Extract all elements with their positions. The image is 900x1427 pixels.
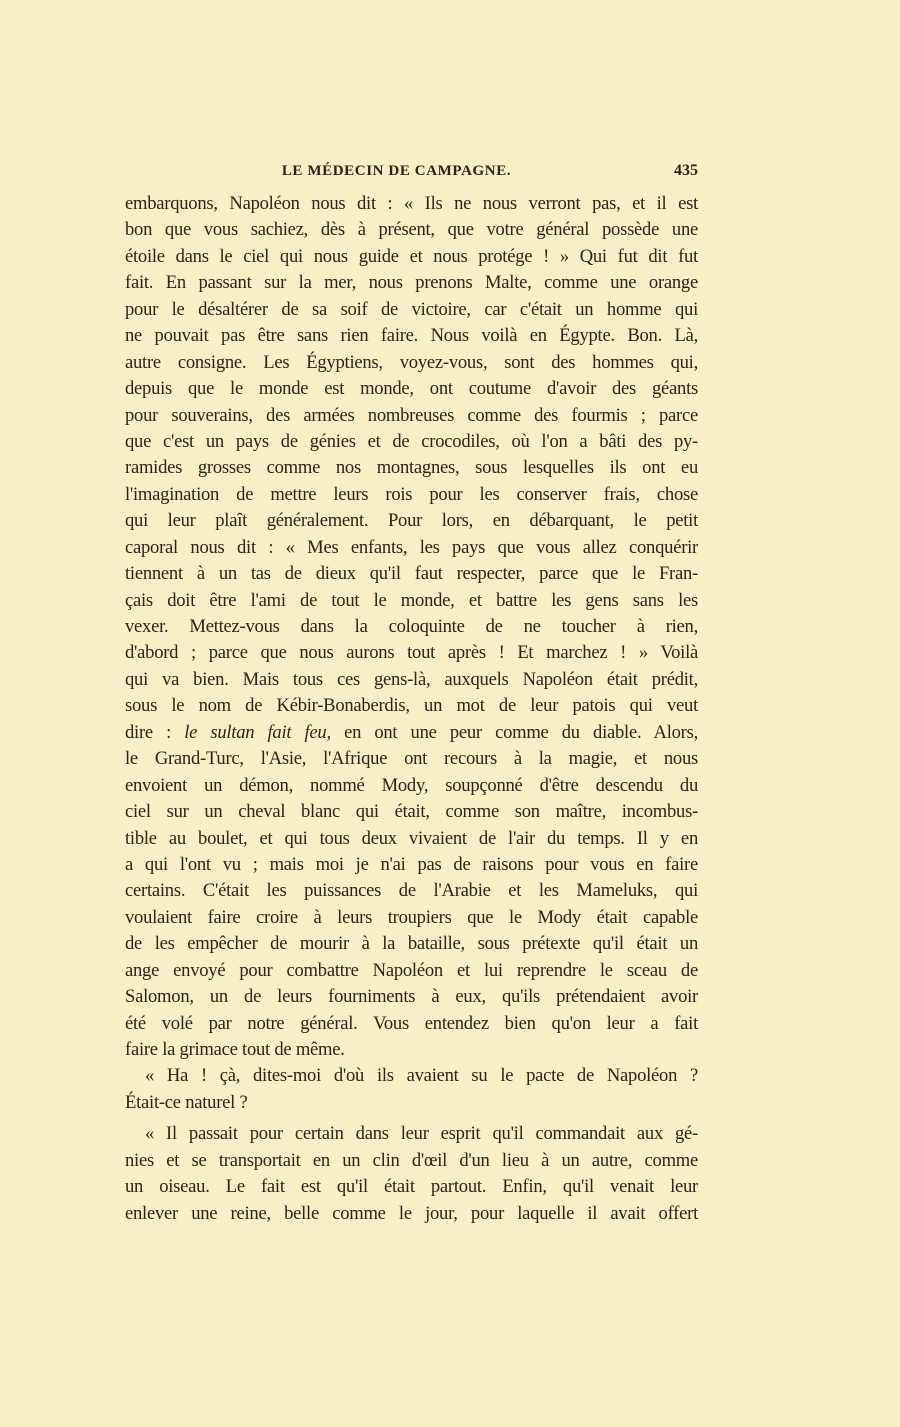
text-line: le Grand-Turc, l'Asie, l'Afrique ont recours à la magie, et nous (125, 748, 698, 770)
text-line: a qui l'ont vu ; mais moi je n'ai pas de raisons pour vous en faire (125, 853, 698, 875)
text-line: envoient un démon, nommé Mody, soupçonné d'être descendu du (125, 774, 698, 796)
body-text (125, 191, 698, 1227)
running-title: LE MÉDECIN DE CAMPAGNE. (281, 163, 512, 179)
text-line: tiennent à un tas de dieux qu'il faut respecter, parce que le Fran- (125, 563, 698, 585)
text-line: d'abord ; parce que nous aurons tout après ! Et marchez ! » Voilà (125, 642, 698, 664)
page-number: 435 (674, 162, 698, 179)
text-line: été volé par notre général. Vous entendez bien qu'on leur a fait (125, 1012, 698, 1034)
text-segment: dire : (125, 721, 185, 743)
text-line: autre consigne. Les Égyptiens, voyez-vous, sont des hommes qui, (125, 351, 698, 373)
text-line: un oiseau. Le fait est qu'il était partout. Enfin, qu'il venait leur (125, 1176, 698, 1198)
text-line: « Ha ! çà, dites-moi d'où ils avaient su le pacte de Napoléon ? (145, 1065, 698, 1087)
text-line: caporal nous dit : « Mes enfants, les pays que vous allez conquérir (125, 536, 698, 558)
text-line: Était-ce naturel ? (125, 1091, 248, 1113)
text-line: certains. C'était les puissances de l'Arabie et les Mameluks, qui (125, 880, 698, 902)
text-line: pour souverains, des armées nombreuses comme des fourmis ; parce (125, 404, 698, 426)
text-line: enlever une reine, belle comme le jour, pour laquelle il avait offert (125, 1202, 698, 1224)
text-line: ciel sur un cheval blanc qui était, comme son maître, incombus- (125, 801, 698, 823)
text-line: çais doit être l'ami de tout le monde, et battre les gens sans les (125, 589, 698, 611)
text-line: qui leur plaît généralement. Pour lors, en débarquant, le petit (125, 510, 698, 532)
text-line: ramides grosses comme nos montagnes, sous lesquelles ils ont eu (125, 457, 698, 479)
text-line: embarquons, Napoléon nous dit : « Ils ne nous verront pas, et il est (125, 193, 698, 214)
text-line: que c'est un pays de génies et de crocodiles, où l'on a bâti des py- (125, 430, 698, 452)
text-line: étoile dans le ciel qui nous guide et nous protége ! » Qui fut dit fut (125, 245, 698, 267)
italic-phrase: le sultan fait feu, (184, 721, 331, 743)
running-header (125, 160, 698, 184)
text-line: ne pouvait pas être sans rien faire. Nous voilà en Égypte. Bon. Là, (125, 325, 698, 347)
text-line: pour le désaltérer de sa soif de victoire, car c'était un homme qui (125, 298, 698, 320)
text-line: l'imagination de mettre leurs rois pour les conserver frais, chose (125, 483, 698, 505)
text-line: vexer. Mettez-vous dans la coloquinte de ne toucher à rien, (125, 616, 698, 637)
text-line: nies et se transportait en un clin d'œil d'un lieu à un autre, comme (125, 1149, 698, 1171)
text-line (125, 720, 698, 746)
text-line: « Il passait pour certain dans leur esprit qu'il commandait aux gé- (145, 1123, 698, 1145)
text-line: faire la grimace tout de même. (125, 1039, 345, 1060)
text-line: tible au boulet, et qui tous deux vivaient de l'air du temps. Il y en (125, 827, 698, 849)
text-line: qui va bien. Mais tous ces gens-là, auxquels Napoléon était prédit, (125, 668, 698, 690)
text-segment: en ont une peur comme du diable. Alors, (330, 721, 699, 743)
text-line: bon que vous sachiez, dès à présent, que votre général possède une (125, 219, 698, 241)
text-line: ange envoyé pour combattre Napoléon et lui reprendre le sceau de (125, 959, 698, 981)
text-line: sous le nom de Kébir-Bonaberdis, un mot de leur patois qui veut (125, 695, 698, 717)
text-line: depuis que le monde est monde, ont coutume d'avoir des géants (125, 378, 698, 400)
text-line: de les empêcher de mourir à la bataille, sous prétexte qu'il était un (125, 933, 698, 955)
text-line: fait. En passant sur la mer, nous prenons Malte, comme une orange (125, 272, 698, 294)
text-line: voulaient faire croire à leurs troupiers que le Mody était capable (125, 906, 698, 928)
text-line: Salomon, un de leurs fourniments à eux, qu'ils prétendaient avoir (125, 986, 698, 1008)
